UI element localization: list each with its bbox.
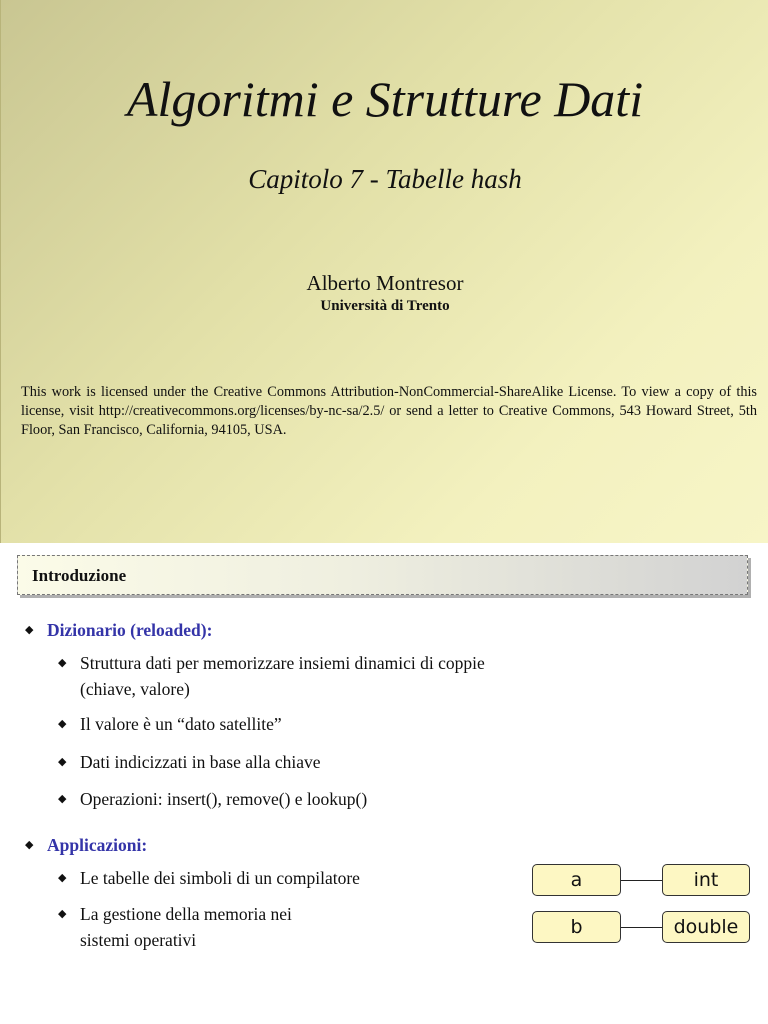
list-item: Dati indicizzati in base alla chiave: [80, 752, 321, 772]
intro-slide: [0, 543, 768, 1024]
list-item: Struttura dati per memorizzare insiemi dinamici di coppie: [80, 653, 485, 673]
slide-title: Algoritmi e Strutture Dati: [126, 71, 644, 127]
diamond-bullet-icon: ◆: [25, 839, 34, 851]
value-box: double: [662, 911, 750, 943]
section-header: [17, 555, 748, 595]
connector-line: [621, 880, 662, 881]
diamond-bullet-icon: ◆: [58, 908, 67, 920]
license-text: This work is licensed under the Creative Commons Attribution-NonCommercial-ShareAlike License. To view a copy of this license, visit http://creativecommons.org/licenses/by-nc-sa/2.5/ or send a letter to Creative Commons, 543 Howard Street, 5th Floor, San Francisco, California, 94105, USA.: [21, 384, 757, 438]
key-box: a: [532, 864, 621, 896]
diamond-bullet-icon: ◆: [25, 624, 34, 636]
section-title: Introduzione: [32, 566, 127, 585]
diamond-bullet-icon: ◆: [58, 718, 67, 730]
author-name: Alberto Montresor: [306, 271, 464, 295]
applicazioni-heading: Applicazioni:: [47, 835, 148, 855]
diamond-bullet-icon: ◆: [58, 756, 67, 768]
diamond-bullet-icon: ◆: [58, 793, 67, 805]
value-box: int: [662, 864, 750, 896]
chapter-subtitle: Capitolo 7 - Tabelle hash: [248, 164, 522, 194]
list-item: La gestione della memoria nei: [80, 904, 292, 924]
dizionario-heading: Dizionario (reloaded):: [47, 620, 213, 640]
diamond-bullet-icon: ◆: [58, 872, 67, 884]
key-box: b: [532, 911, 621, 943]
list-item-continuation: (chiave, valore): [80, 679, 190, 699]
list-item: Il valore è un “dato satellite”: [80, 714, 282, 734]
connector-line: [621, 927, 662, 928]
author-affiliation: Università di Trento: [320, 298, 450, 314]
list-item: Le tabelle dei simboli di un compilatore: [80, 868, 360, 888]
list-item: Operazioni: insert(), remove() e lookup(): [80, 789, 368, 809]
list-item-continuation: sistemi operativi: [80, 930, 197, 950]
diamond-bullet-icon: ◆: [58, 657, 67, 669]
